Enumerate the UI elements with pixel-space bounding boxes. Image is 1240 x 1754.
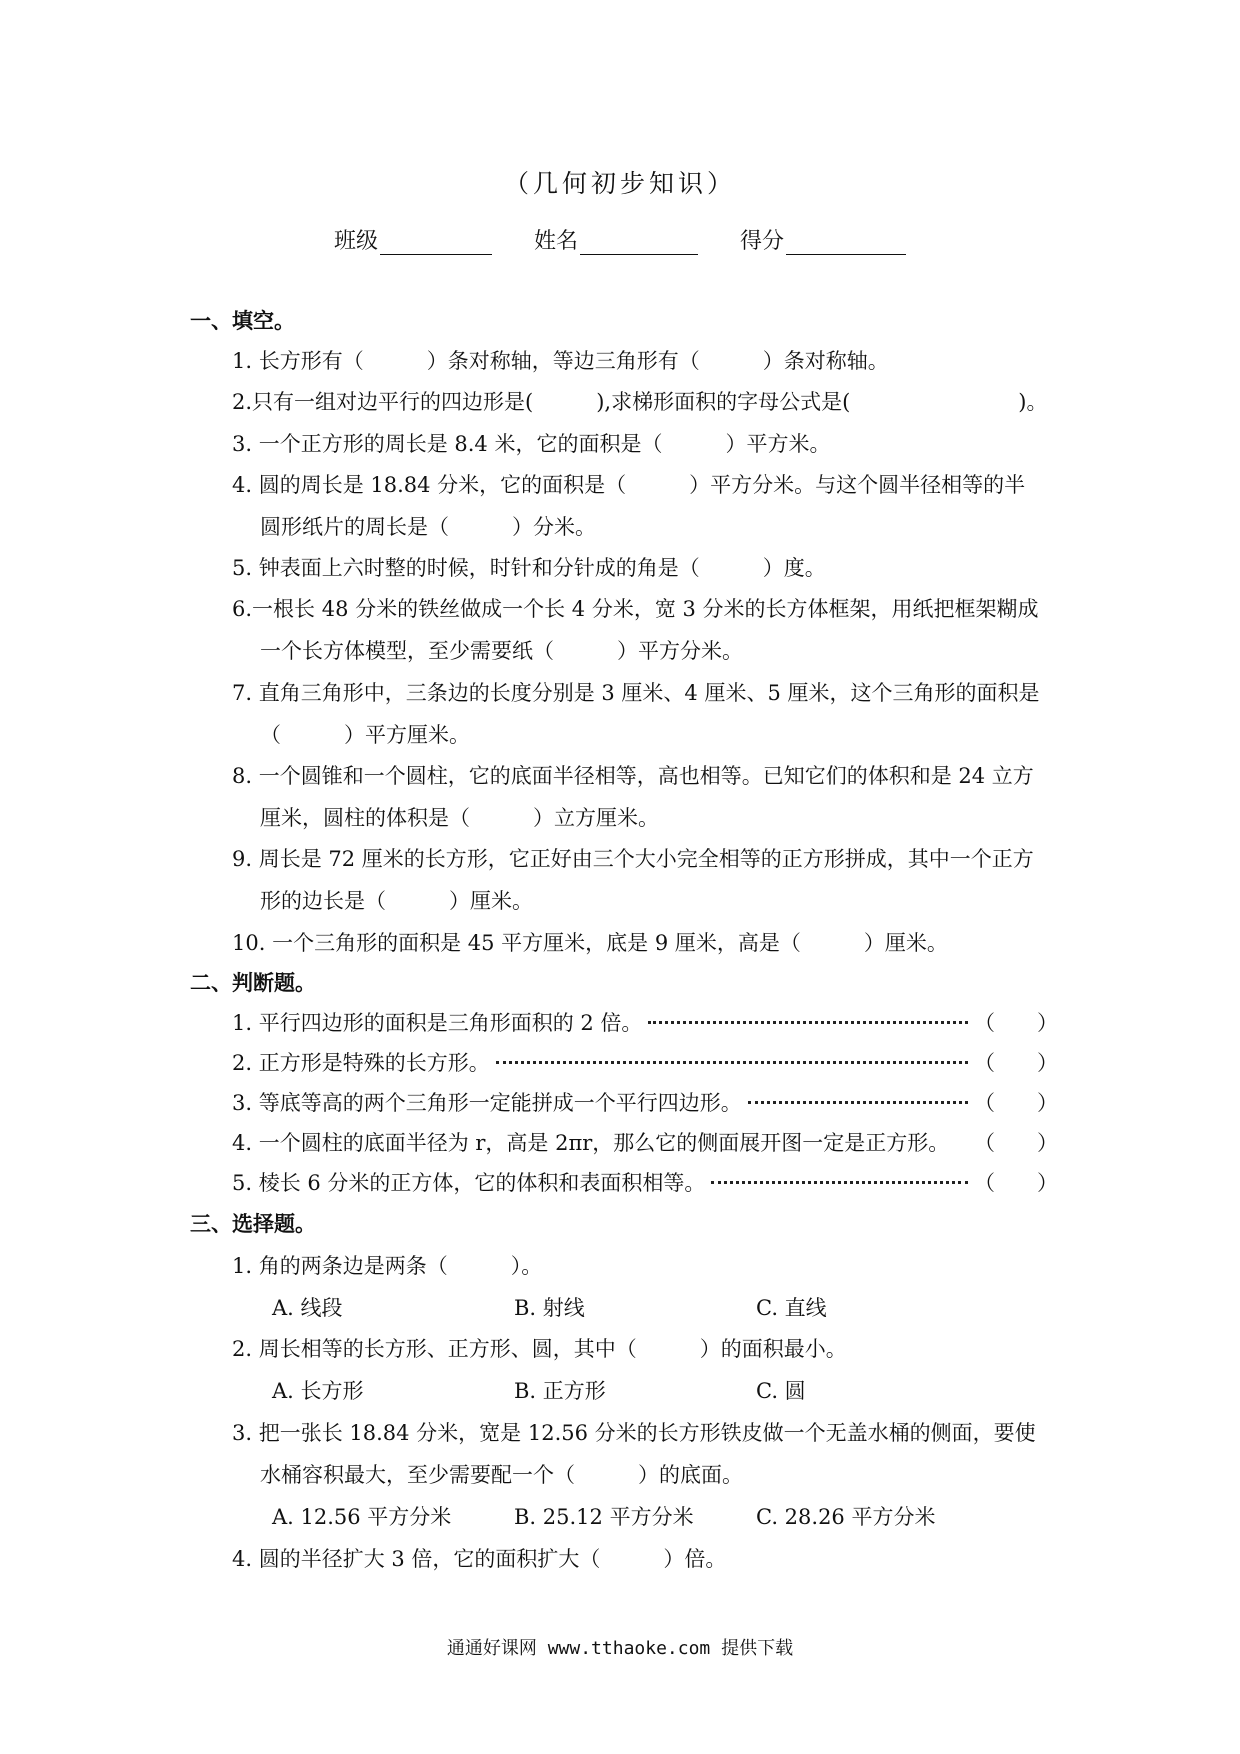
score-blank[interactable]: [786, 228, 906, 255]
fill-question-6-cont: 一个长方体模型，至少需要纸（ ）平方分米。: [260, 639, 743, 663]
score-label: 得分: [740, 229, 785, 254]
fill-question-9: 9. 周长是 72 厘米的长方形，它正好由三个大小完全相等的正方形拼成，其中一个正方: [232, 847, 1034, 871]
judge-answer-paren[interactable]: （ ）: [974, 1171, 1058, 1195]
page-title: （几何初步知识）: [503, 169, 736, 198]
fill-question-9-cont: 形的边长是（ ）厘米。: [260, 889, 533, 913]
class-field: [334, 224, 492, 255]
dot-leader: [648, 1021, 968, 1024]
class-label: 班级: [333, 229, 378, 254]
fill-question-8: 8. 一个圆锥和一个圆柱，它的底面半径相等，高也相等。已知它们的体积和是 24 立方: [232, 764, 1034, 788]
fill-question-5: 5. 钟表面上六时整的时候，时针和分针成的角是（ ）度。: [232, 556, 826, 580]
fill-question-7: 7. 直角三角形中，三条边的长度分别是 3 厘米、4 厘米、5 厘米，这个三角形的面积是: [232, 681, 1040, 705]
choice-question-3: 3. 把一张长 18.84 分米，宽是 12.56 分米的长方形铁皮做一个无盖水桶的侧面，要使: [232, 1421, 1036, 1445]
judge-item-1-text: 1. 平行四边形的面积是三角形面积的 2 倍。: [232, 1011, 643, 1035]
fill-question-1: 1. 长方形有（ ）条对称轴，等边三角形有（ ）条对称轴。: [232, 349, 889, 373]
fill-question-4: 4. 圆的周长是 18.84 分米，它的面积是（ ）平方分米。与这个圆半径相等的半: [232, 473, 1026, 497]
dot-leader: [748, 1101, 968, 1104]
judge-item-3-text: 3. 等底等高的两个三角形一定能拼成一个平行四边形。: [232, 1091, 742, 1115]
score-field: [740, 224, 906, 255]
name-field: [534, 224, 698, 255]
dot-leader: [496, 1061, 968, 1064]
option-c[interactable]: C. 28.26 平方分米: [756, 1505, 936, 1529]
judge-answer-paren[interactable]: （ ）: [974, 1091, 1058, 1115]
judge-item-4-text: 4. 一个圆柱的底面半径为 r，高是 2πr，那么它的侧面展开图一定是正方形。: [232, 1131, 950, 1155]
fill-question-4-cont: 圆形纸片的周长是（ ）分米。: [260, 515, 596, 539]
option-b[interactable]: B. 25.12 平方分米: [514, 1505, 694, 1529]
judge-item-2-text: 2. 正方形是特殊的长方形。: [232, 1051, 490, 1075]
choice-question-3-cont: 水桶容积最大，至少需要配一个（ ）的底面。: [260, 1463, 743, 1487]
option-a[interactable]: A. 长方形: [272, 1379, 364, 1403]
judge-item-5-text: 5. 棱长 6 分米的正方体，它的体积和表面积相等。: [232, 1171, 706, 1195]
judge-item-1: [232, 1007, 1058, 1037]
judge-answer-paren[interactable]: （ ）: [974, 1131, 1058, 1155]
option-a[interactable]: A. 线段: [272, 1296, 343, 1320]
section-heading-fill: 一、填空。: [190, 308, 295, 333]
judge-item-4: [232, 1127, 1058, 1157]
fill-question-2: 2.只有一组对边平行的四边形是( ),求梯形面积的字母公式是( )。: [232, 390, 1048, 414]
fill-question-8-cont: 厘米，圆柱的体积是（ ）立方厘米。: [260, 806, 659, 830]
choice-question-2: 2. 周长相等的长方形、正方形、圆，其中（ ）的面积最小。: [232, 1337, 847, 1361]
judge-item-2: [232, 1047, 1058, 1077]
fill-question-6: 6.一根长 48 分米的铁丝做成一个长 4 分米，宽 3 分米的长方体框架，用纸把框架糊成: [232, 597, 1039, 621]
judge-item-5: [232, 1167, 1058, 1197]
footer-source: 通通好课网 www.tthaoke.com 提供下载: [446, 1638, 794, 1659]
choice-options-1: [272, 1292, 827, 1322]
name-blank[interactable]: [580, 228, 698, 255]
student-info-row: [0, 224, 1240, 255]
option-b[interactable]: B. 正方形: [514, 1379, 606, 1403]
section-heading-choice: 三、选择题。: [190, 1211, 316, 1236]
dot-leader: [711, 1181, 968, 1184]
judge-item-3: [232, 1087, 1058, 1117]
choice-options-3: [272, 1501, 935, 1531]
option-a[interactable]: A. 12.56 平方分米: [272, 1505, 452, 1529]
option-b[interactable]: B. 射线: [514, 1296, 585, 1320]
choice-question-1: 1. 角的两条边是两条（ ）。: [232, 1254, 543, 1278]
choice-options-2: [272, 1375, 806, 1405]
fill-question-7-cont: （ ）平方厘米。: [260, 723, 470, 747]
class-blank[interactable]: [380, 228, 492, 255]
section-heading-judge: 二、判断题。: [190, 970, 316, 995]
fill-question-3: 3. 一个正方形的周长是 8.4 米，它的面积是（ ）平方米。: [232, 432, 831, 456]
option-c[interactable]: C. 圆: [756, 1379, 806, 1403]
fill-question-10: 10. 一个三角形的面积是 45 平方厘米，底是 9 厘米，高是（ ）厘米。: [232, 931, 948, 955]
option-c[interactable]: C. 直线: [756, 1296, 827, 1320]
judge-answer-paren[interactable]: （ ）: [974, 1051, 1058, 1075]
judge-answer-paren[interactable]: （ ）: [974, 1011, 1058, 1035]
name-label: 姓名: [533, 229, 578, 254]
choice-question-4: 4. 圆的半径扩大 3 倍，它的面积扩大（ ）倍。: [232, 1547, 727, 1571]
